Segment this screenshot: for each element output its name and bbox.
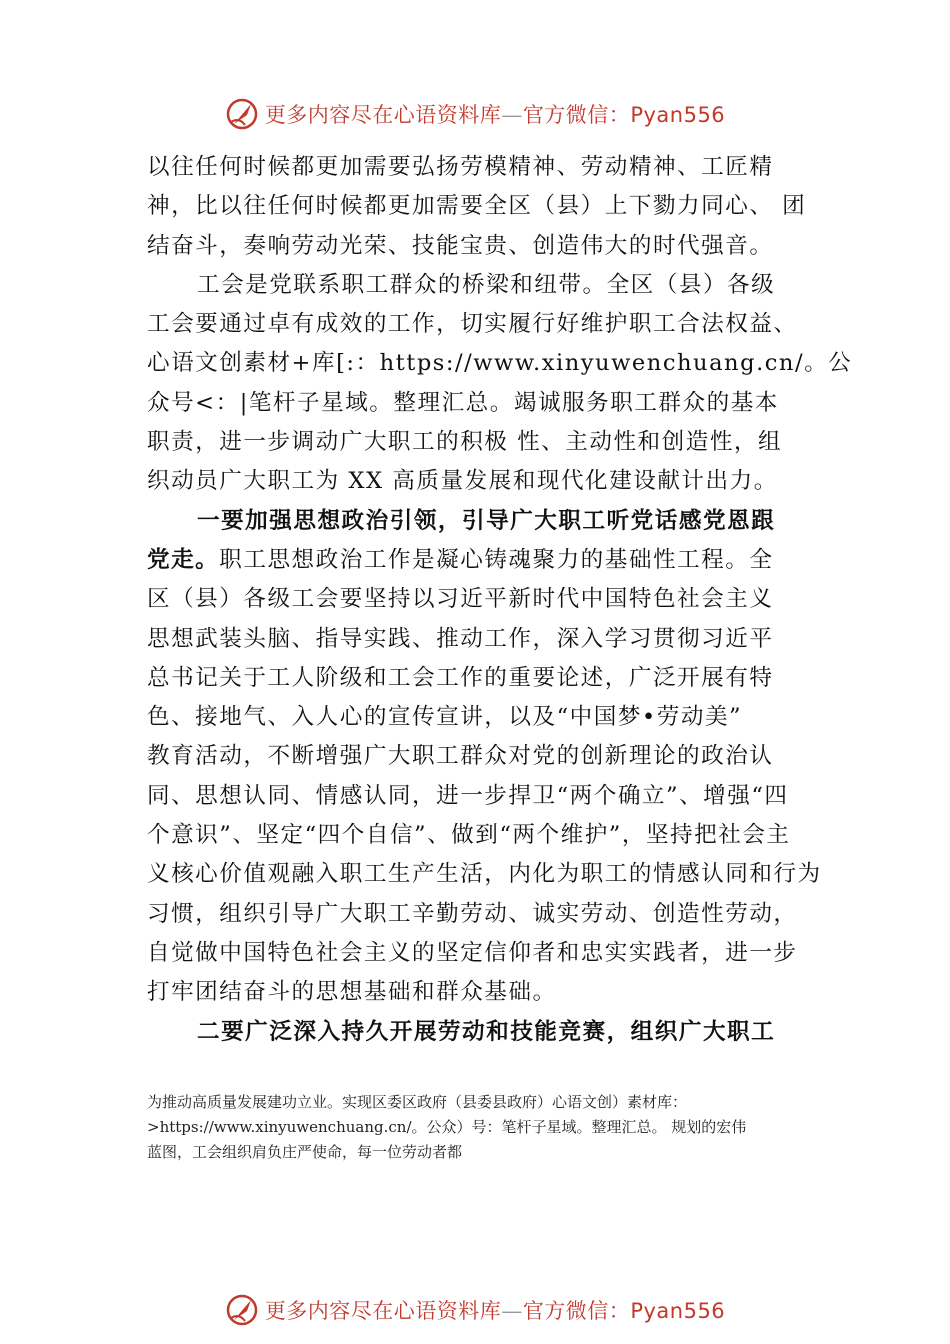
text-line: 以往任何时候都更加需要弘扬劳模精神、劳动精神、工匠精: [147, 154, 774, 180]
text-line: 众号<：|笔杆子星域。整理汇总。竭诚服务职工群众的基本: [147, 389, 779, 416]
text-line: 心语文创素材+库[:：https://www.xinyuwenchuang.cn/。公: [147, 350, 853, 377]
text-line: 思想武装头脑、指导实践、推动工作，深入学习贯彻习近平: [147, 625, 774, 652]
footer-banner: [0, 1290, 950, 1330]
text-line: 工会要通过卓有成效的工作，切实履行好维护职工合法权益、: [147, 311, 798, 338]
text-line: 教育活动，不断增强广大职工群众对党的创新理论的政治认: [147, 743, 774, 770]
text-line: 打牢团结奋斗的思想基础和群众基础。: [147, 979, 557, 1006]
footnote-text: [147, 1090, 827, 1165]
banner-text: 更多内容尽在心语资料库—官方微信：Pyan556: [264, 1299, 726, 1323]
text-line: 习惯，组织引导广大职工辛勤劳动、诚实劳动、创造性劳动，: [147, 900, 798, 927]
small-text-line: 蓝图，工会组织肩负庄严使命，每一位劳动者都: [147, 1143, 463, 1161]
paragraph-start: 工会是党联系职工群众的桥梁和纽带。全区（县）各级: [197, 271, 776, 298]
text-line: 结奋斗，奏响劳动光荣、技能宝贵、创造伟大的时代强音。: [147, 232, 774, 259]
text-line: 织动员广大职工为 XX 高质量发展和现代化建设献计出力。: [147, 468, 778, 495]
quill-logo-icon: [225, 97, 259, 131]
text-line: 自觉做中国特色社会主义的坚定信仰者和忠实实践者，进一步: [147, 939, 798, 966]
small-text-line: >https://www.xinyuwenchuang.cn/。公众）号：笔杆子星域。整理汇总。 规划的宏伟: [147, 1118, 747, 1136]
section-heading-2: 二要广泛深入持久开展劳动和技能竞赛，组织广大职工: [197, 1018, 776, 1045]
banner-text: 更多内容尽在心语资料库—官方微信：Pyan556: [264, 103, 726, 127]
text-line: 神，比以往任何时候都更加需要全区（县）上下勠力同心、 团: [147, 193, 807, 220]
quill-logo-icon: [225, 1293, 259, 1327]
text-line: [147, 541, 819, 580]
header-banner: [0, 94, 950, 134]
section-heading-1: 一要加强思想政治引领，引导广大职工听党话感党恩跟: [197, 507, 776, 534]
small-text-line: 为推动高质量发展建功立业。实现区委区政府（县委县政府）心语文创）素材库：: [147, 1093, 688, 1111]
section-heading-1-end: 党走。: [147, 546, 220, 573]
text-line: 总书记关于工人阶级和工会工作的重要论述，广泛开展有特: [147, 664, 774, 691]
text-span: 职工思想政治工作是凝心铸魂聚力的基础性工程。全: [219, 546, 774, 573]
text-line: 区（县）各级工会要坚持以习近平新时代中国特色社会主义: [147, 586, 774, 613]
document-body: [147, 148, 853, 1052]
text-line: 职责，进一步调动广大职工的积极 性、主动性和创造性，组: [147, 429, 783, 456]
text-line: 色、接地气、入人心的宣传宣讲，以及“中国梦•劳动美”: [147, 704, 743, 731]
text-line: 义核心价值观融入职工生产生活，内化为职工的情感认同和行为: [147, 861, 822, 888]
text-line: 同、思想认同、情感认同，进一步捍卫“两个确立”、增强“四: [147, 782, 789, 809]
text-line: 个意识”、坚定“四个自信”、做到“两个维护”，坚持把社会主: [147, 822, 791, 849]
